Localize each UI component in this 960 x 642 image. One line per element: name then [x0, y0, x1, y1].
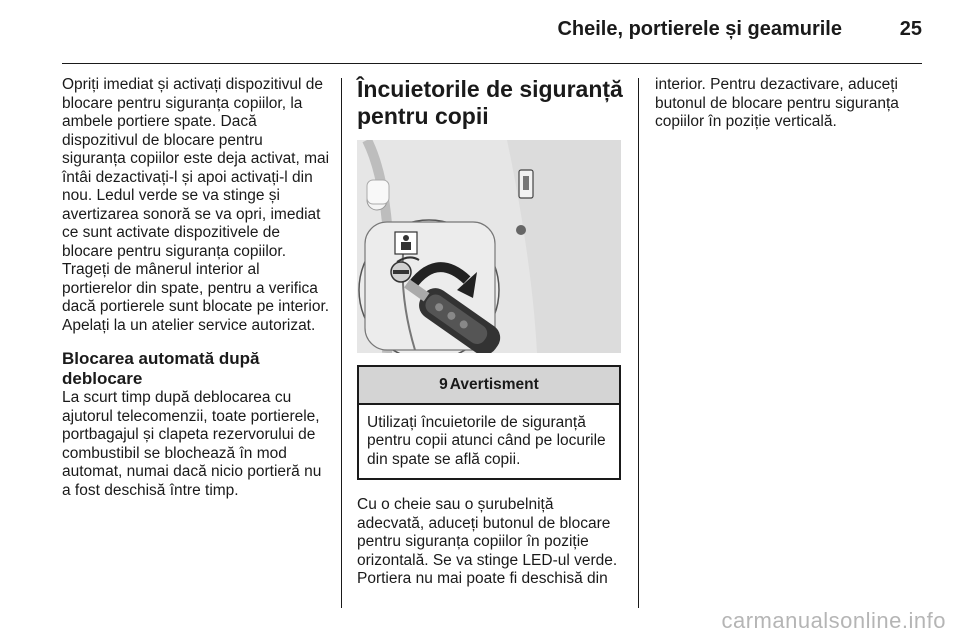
warning-icon: 9	[439, 376, 448, 393]
watermark: carmanualsonline.info	[721, 608, 946, 633]
child-lock-figure	[357, 140, 621, 353]
page-header-title: Cheile, portierele și geamurile	[557, 18, 842, 40]
column-1	[62, 76, 330, 514]
column-divider-1	[341, 78, 342, 608]
column-2	[357, 76, 623, 603]
page-number: 25	[899, 18, 922, 40]
warning-title: Avertisment	[449, 376, 539, 393]
body-paragraph: interior. Pentru dezactivare, aduceți butonul de blocare pentru siguranța copiilor în poziție verticală.	[655, 76, 899, 130]
section-heading: Încuietorile de siguranță pentru copii	[357, 76, 623, 129]
warning-header	[359, 367, 619, 405]
column-3	[655, 76, 927, 146]
body-paragraph: La scurt timp după deblocarea cu ajutorul telecomenzii, toate portierele, portbagajul și clapeta rezervorului de combustibil se blochează în mod automat, numai dacă nicio portieră nu a fost deschisă între timp.	[62, 389, 322, 499]
body-paragraph: Cu o cheie sau o șurubelniță adecvată, aduceți butonul de blocare pentru siguranța copiilor în poziție orizontală. Se va stinge LED-ul verde. Portiera nu mai poate fi deschisă din	[357, 496, 618, 587]
child-lock-door-key-illustration	[357, 140, 621, 353]
body-paragraph: Opriți imediat și activați dispozitivul de blocare pentru siguranța copiilor, la ambele portiere spate. Dacă dispozitivul de blocare pentru siguranța copiilor este deja activat, mai întâi dezactivați-l și apoi activați-l din nou. Ledul verde se va stinge și avertizarea sonoră se va opri, imediat ce sunt activate dispozitivele de blocare pentru siguranța copiilor. Trageți de mânerul interior al portierelor din spate, pentru a verifica dacă portierele sunt blocate pe interior. Apelați la un atelier service autorizat.	[62, 76, 330, 334]
warning-text: Utilizați încuietorile de siguranță pentru copii atunci când pe locurile din spate se află copii.	[367, 413, 606, 468]
header-divider	[62, 63, 922, 64]
section-subheading: Blocarea automată după deblocare	[62, 349, 260, 388]
warning-box	[357, 365, 621, 480]
column-divider-2	[638, 78, 639, 608]
